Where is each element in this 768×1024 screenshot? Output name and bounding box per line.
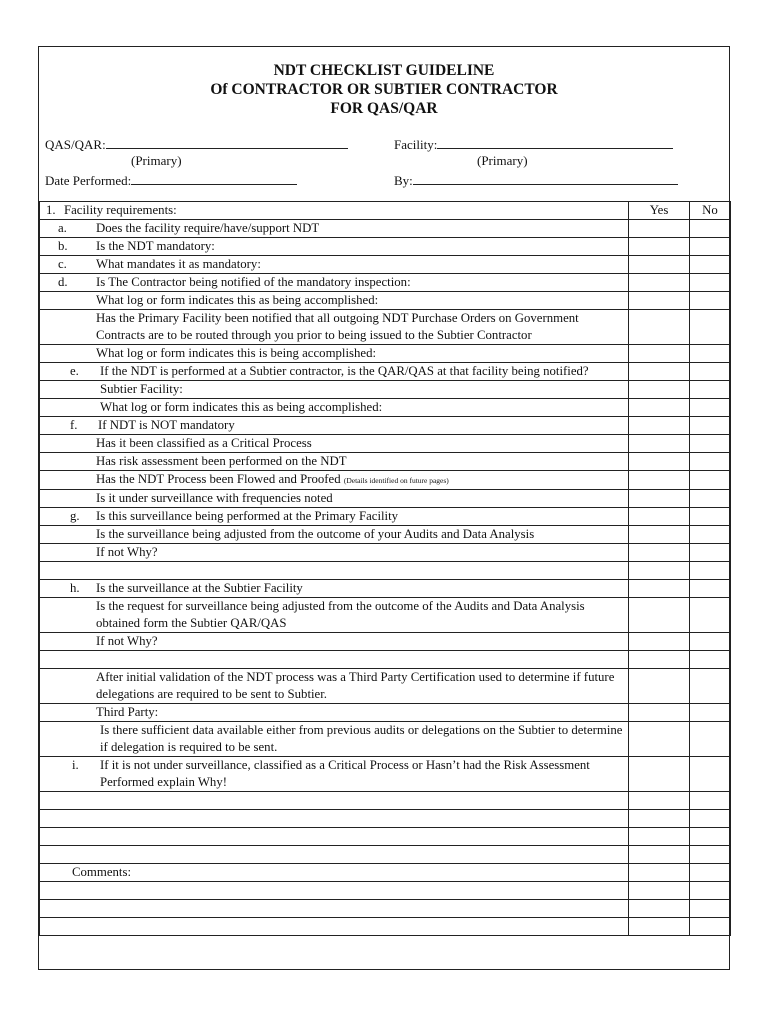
item-cell (40, 238, 629, 256)
item-note: (Details identified on future pages) (343, 476, 449, 485)
item-text: Is the request for surveillance being adjusted from the outcome of the Audits and Data Analysis obtained form the Subtier QAR/QAS (96, 599, 585, 630)
facility-blank[interactable] (437, 135, 673, 149)
checklist-row (40, 792, 731, 810)
item-cell (40, 651, 629, 669)
no-cell[interactable] (690, 633, 731, 651)
yes-cell[interactable] (629, 810, 690, 828)
yes-cell[interactable] (629, 722, 690, 757)
by-blank[interactable] (413, 171, 678, 185)
item-text: Does the facility require/have/support NDT (96, 221, 320, 235)
no-cell[interactable] (690, 310, 731, 345)
table-header-row (40, 202, 731, 220)
item-cell (40, 598, 629, 633)
checklist-row (40, 345, 731, 363)
no-cell[interactable] (690, 704, 731, 722)
title-line-3: FOR QAS/QAR (330, 100, 438, 117)
no-cell[interactable] (690, 757, 731, 792)
facility-label: Facility: (394, 137, 438, 152)
yes-cell[interactable] (629, 580, 690, 598)
document-title (39, 61, 729, 118)
item-cell (40, 633, 629, 651)
item-marker: g. (70, 509, 80, 523)
yes-cell[interactable] (629, 274, 690, 292)
checklist-row (40, 669, 731, 704)
checklist-row (40, 453, 731, 471)
no-cell[interactable] (690, 580, 731, 598)
qas-field (45, 135, 348, 153)
checklist-row (40, 722, 731, 757)
no-cell[interactable] (690, 651, 731, 669)
item-cell (40, 220, 629, 238)
checklist-row (40, 882, 731, 900)
yes-cell[interactable] (629, 598, 690, 633)
qas-label: QAS/QAR: (45, 137, 106, 152)
checklist-row (40, 704, 731, 722)
item-cell (40, 471, 629, 490)
item-text: Is there sufficient data available either from previous audits or delegations on the Subtier to determine if delegation is required to be sent. (100, 723, 623, 754)
item-cell (40, 828, 629, 846)
item-text: If not Why? (96, 545, 158, 559)
no-cell[interactable] (690, 435, 731, 453)
checklist-row (40, 810, 731, 828)
no-cell[interactable] (690, 864, 731, 882)
item-text: If it is not under surveillance, classified as a Critical Process or Hasn’t had the Risk Assessment Performed explain Why! (100, 758, 590, 789)
item-marker: h. (70, 581, 80, 595)
item-text: Is the surveillance being adjusted from the outcome of your Audits and Data Analysis (96, 527, 535, 541)
no-cell[interactable] (690, 598, 731, 633)
no-header: No (690, 202, 731, 220)
yes-cell[interactable] (629, 220, 690, 238)
item-cell (40, 918, 629, 936)
item-cell (40, 757, 629, 792)
item-text: Facility requirements: (64, 203, 177, 217)
yes-cell[interactable] (629, 544, 690, 562)
item-cell (40, 864, 629, 882)
yes-header: Yes (629, 202, 690, 220)
item-cell (40, 363, 629, 381)
yes-cell[interactable] (629, 453, 690, 471)
yes-cell[interactable] (629, 526, 690, 544)
checklist-row (40, 864, 731, 882)
checklist-row (40, 918, 731, 936)
yes-cell[interactable] (629, 292, 690, 310)
item-marker: b. (58, 239, 68, 253)
item-marker: a. (58, 221, 67, 235)
by-field (394, 171, 678, 189)
yes-cell[interactable] (629, 757, 690, 792)
checklist-row (40, 526, 731, 544)
yes-cell[interactable] (629, 882, 690, 900)
item-cell (40, 256, 629, 274)
item-text: If the NDT is performed at a Subtier contractor, is the QAR/QAS at that facility being notified? (100, 364, 589, 378)
item-text: Is this surveillance being performed at the Primary Facility (96, 509, 399, 523)
no-cell[interactable] (690, 900, 731, 918)
date-blank[interactable] (131, 171, 297, 185)
item-text: If not Why? (96, 634, 158, 648)
item-cell (40, 526, 629, 544)
item-text: Is the surveillance at the Subtier Facility (96, 581, 303, 595)
item-marker: f. (70, 418, 78, 432)
yes-cell[interactable] (629, 669, 690, 704)
item-cell (40, 722, 629, 757)
item-cell (40, 810, 629, 828)
item-cell (40, 345, 629, 363)
no-cell[interactable] (690, 292, 731, 310)
item-text: What log or form indicates this as being accomplished: (100, 400, 383, 414)
no-cell[interactable] (690, 363, 731, 381)
checklist-row (40, 310, 731, 345)
checklist-row (40, 399, 731, 417)
facility-field (394, 135, 673, 153)
item-cell (40, 508, 629, 526)
checklist-row (40, 544, 731, 562)
checklist-row (40, 508, 731, 526)
yes-cell[interactable] (629, 900, 690, 918)
item-text: Has risk assessment been performed on the NDT (96, 454, 347, 468)
item-marker: i. (72, 758, 79, 772)
no-cell[interactable] (690, 238, 731, 256)
no-cell[interactable] (690, 471, 731, 490)
checklist-row (40, 274, 731, 292)
yes-cell[interactable] (629, 864, 690, 882)
checklist-row (40, 417, 731, 435)
item-cell (40, 846, 629, 864)
item-cell (40, 274, 629, 292)
item-cell (40, 417, 629, 435)
checklist-row (40, 363, 731, 381)
item-text: Has the NDT Process been Flowed and Proofed (96, 472, 341, 486)
qas-primary-note: (Primary) (131, 153, 182, 168)
no-cell[interactable] (690, 846, 731, 864)
yes-cell[interactable] (629, 562, 690, 580)
checklist-row (40, 220, 731, 238)
item-text: Is the NDT mandatory: (96, 239, 215, 253)
item-text: After initial validation of the NDT process was a Third Party Certification used to determine if future delegations are required to be sent to Subtier. (96, 670, 615, 701)
item-marker: c. (58, 257, 67, 271)
checklist-row (40, 580, 731, 598)
date-label: Date Performed: (45, 173, 132, 188)
title-line-2: Of CONTRACTOR OR SUBTIER CONTRACTOR (210, 81, 558, 98)
item-cell (40, 704, 629, 722)
checklist-row (40, 381, 731, 399)
yes-cell[interactable] (629, 256, 690, 274)
no-cell[interactable] (690, 399, 731, 417)
no-cell[interactable] (690, 544, 731, 562)
qas-blank[interactable] (106, 135, 348, 149)
no-cell[interactable] (690, 274, 731, 292)
yes-cell[interactable] (629, 704, 690, 722)
no-cell[interactable] (690, 562, 731, 580)
item-text: Subtier Facility: (100, 382, 183, 396)
yes-cell[interactable] (629, 918, 690, 936)
checklist-row (40, 292, 731, 310)
yes-cell[interactable] (629, 435, 690, 453)
no-cell[interactable] (690, 417, 731, 435)
item-text: Has the Primary Facility been notified that all outgoing NDT Purchase Orders on Government Contracts are to be routed through you prior to being issued to the Subtier Contractor (96, 311, 579, 342)
yes-cell[interactable] (629, 417, 690, 435)
yes-cell[interactable] (629, 828, 690, 846)
checklist-row (40, 757, 731, 792)
yes-cell[interactable] (629, 490, 690, 508)
checklist-row (40, 238, 731, 256)
checklist-body (40, 202, 731, 936)
checklist-row (40, 828, 731, 846)
no-cell[interactable] (690, 722, 731, 757)
no-cell[interactable] (690, 526, 731, 544)
no-cell[interactable] (690, 792, 731, 810)
item-cell (40, 202, 629, 220)
date-field (45, 171, 297, 189)
facility-primary-note: (Primary) (477, 153, 528, 168)
no-cell[interactable] (690, 490, 731, 508)
item-cell (40, 435, 629, 453)
item-marker: d. (58, 275, 68, 289)
checklist-row (40, 900, 731, 918)
no-cell[interactable] (690, 345, 731, 363)
yes-cell[interactable] (629, 651, 690, 669)
item-text: What log or form indicates this as being accomplished: (96, 293, 379, 307)
item-cell (40, 453, 629, 471)
item-cell (40, 310, 629, 345)
yes-cell[interactable] (629, 846, 690, 864)
item-cell (40, 900, 629, 918)
no-cell[interactable] (690, 669, 731, 704)
checklist-row (40, 435, 731, 453)
item-text: Comments: (72, 865, 132, 879)
item-text: Is it under surveillance with frequencies noted (96, 491, 333, 505)
no-cell[interactable] (690, 381, 731, 399)
yes-cell[interactable] (629, 792, 690, 810)
item-cell (40, 792, 629, 810)
item-marker: 1. (46, 203, 56, 217)
item-cell (40, 381, 629, 399)
yes-cell[interactable] (629, 381, 690, 399)
checklist-row (40, 490, 731, 508)
item-cell (40, 882, 629, 900)
item-cell (40, 292, 629, 310)
title-line-1: NDT CHECKLIST GUIDELINE (273, 62, 495, 79)
item-cell (40, 399, 629, 417)
item-text: What mandates it as mandatory: (96, 257, 261, 271)
item-cell (40, 490, 629, 508)
no-cell[interactable] (690, 918, 731, 936)
yes-cell[interactable] (629, 508, 690, 526)
yes-cell[interactable] (629, 238, 690, 256)
by-label: By: (394, 173, 413, 188)
item-cell (40, 580, 629, 598)
yes-cell[interactable] (629, 363, 690, 381)
checklist-row (40, 633, 731, 651)
yes-cell[interactable] (629, 345, 690, 363)
item-cell (40, 562, 629, 580)
checklist-row (40, 256, 731, 274)
yes-cell[interactable] (629, 310, 690, 345)
item-marker: e. (70, 364, 79, 378)
no-cell[interactable] (690, 453, 731, 471)
checklist-row (40, 846, 731, 864)
no-cell[interactable] (690, 220, 731, 238)
checklist-page (38, 46, 730, 970)
no-cell[interactable] (690, 882, 731, 900)
item-text: Third Party: (96, 705, 159, 719)
item-cell (40, 669, 629, 704)
checklist-row (40, 651, 731, 669)
yes-cell[interactable] (629, 633, 690, 651)
no-cell[interactable] (690, 508, 731, 526)
yes-cell[interactable] (629, 471, 690, 490)
checklist-row (40, 598, 731, 633)
checklist-row (40, 471, 731, 490)
item-text: If NDT is NOT mandatory (98, 418, 235, 432)
no-cell[interactable] (690, 256, 731, 274)
item-text: Has it been classified as a Critical Process (96, 436, 312, 450)
item-text: Is The Contractor being notified of the mandatory inspection: (96, 275, 411, 289)
no-cell[interactable] (690, 810, 731, 828)
no-cell[interactable] (690, 828, 731, 846)
item-cell (40, 544, 629, 562)
checklist-row (40, 562, 731, 580)
item-text: What log or form indicates this is being accomplished: (96, 346, 377, 360)
yes-cell[interactable] (629, 399, 690, 417)
checklist-table (39, 201, 731, 936)
